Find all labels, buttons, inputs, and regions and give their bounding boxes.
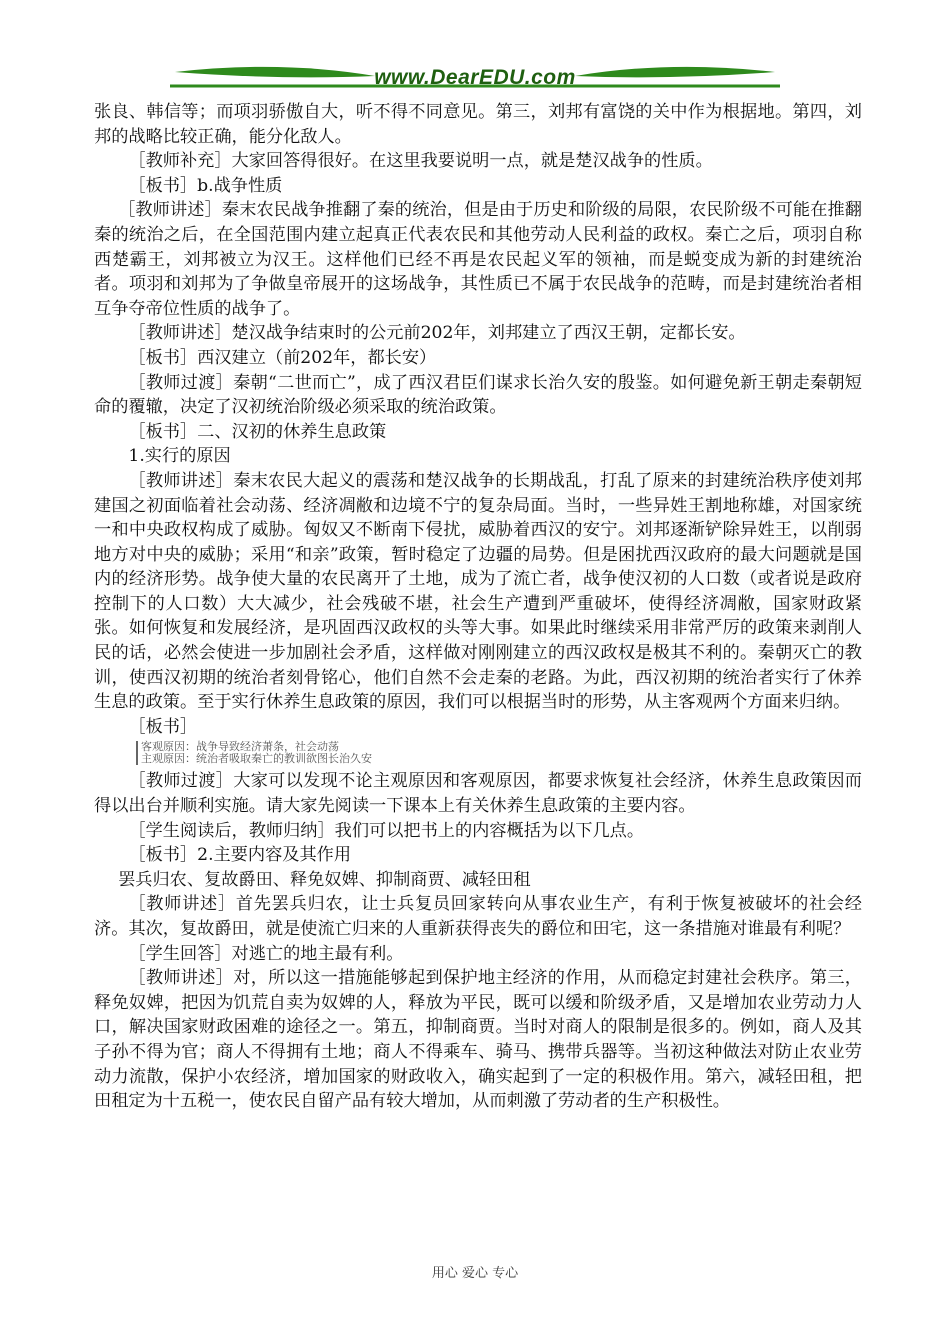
page-footer: 用心 爱心 专心 [431,1266,519,1281]
paragraph: ［教师补充］大家回答得很好。在这里我要说明一点，就是楚汉战争的性质。 [128,151,713,172]
paragraph: ［教师讲述］楚汉战争结束时的公元前202年，刘邦建立了西汉王朝，定都长安。 [128,323,746,344]
paragraph: ［教师过渡］秦朝“二世而亡”，成了西汉君臣们谋求长治久安的殷鉴。如何避免新王朝走秦朝短命的覆辙，决定了汉初统治阶级必须采取的统治政策。 [94,372,862,418]
paragraph: ［学生回答］对逃亡的地主最有利。 [128,943,404,964]
paragraph: ［板书］ [128,716,198,737]
board-summary-box [136,741,862,765]
paragraph: ［板书］二、汉初的休养生息政策 [128,421,387,442]
paragraph: ［教师过渡］大家可以发现不论主观原因和客观原因，都要求恢复社会经济，休养生息政策因而得以出台并顺利实施。请大家先阅读一下课本上有关休养生息政策的主要内容。 [94,771,862,817]
document-body [94,100,862,1114]
paragraph: ［板书］西汉建立（前202年，都长安） [128,347,437,368]
board-summary-line: 主观原因：统治者吸取秦亡的教训欲图长治久安 [141,752,372,766]
paragraph: ［学生阅读后，教师归纳］我们可以把书上的内容概括为以下几点。 [128,820,645,841]
paragraph: ［教师讲述］秦末农民大起义的震荡和楚汉战争的长期战乱，打乱了原来的封建统治秩序使刘邦建国之初面临着社会动荡、经济凋敝和边境不宁的复杂局面。当时，一些异姓王割地称雄，对国家统一和中央政权构成了威胁。匈奴又不断南下侵扰，威胁着西汉的安宁。刘邦逐渐铲除异姓王，以削弱地方对中央的威胁；采用“和亲”政策，暂时稳定了边疆的局势。但是困扰西汉政府的最大问题就是国内的经济形势。战争使大量的农民离开了土地，成为了流亡者，战争使汉初的人口数（或者说是政府控制下的人口数）大大减少，社会残破不堪，社会生产遭到严重破坏，使得经济凋敝，国家财政紧张。如何恢复和发展经济，是巩固西汉政权的头等大事。如果此时继续采用非常严厉的政策来剥削人民的话，必然会使进一步加剧社会矛盾，这样做对刚刚建立的西汉政权是极其不利的。秦朝灭亡的教训，使西汉初期的统治者刻骨铭心，他们自然不会走秦的老路。为此，西汉初期的统治者实行了休养生息的政策。至于实行休养生息政策的原因，我们可以根据当时的形势，从主客观两个方面来归纳。 [94,470,862,713]
paragraph: ［板书］b.战争性质 [128,175,283,196]
board-summary-line: 客观原因：战争导致经济萧条，社会动荡 [141,740,339,754]
paragraph: ［教师讲述］首先罢兵归农，让士兵复员回家转向从事农业生产，有利于恢复被破坏的社会经济。其次，复故爵田，就是使流亡归来的人重新获得丧失的爵位和田宅，这一条措施对谁最有利呢？ [94,894,862,939]
paragraph: ［教师讲述］秦末农民战争推翻了秦的统治，但是由于历史和阶级的局限，农民阶级不可能在推翻秦的统治之后，在全国范围内建立起真正代表农民和其他劳动人民利益的政权。秦亡之后，项羽自称西楚霸王，刘邦被立为汉王。这样他们已经不再是农民起义军的领袖，而是蜕变成为新的封建统治者。项羽和刘邦为了争做皇帝展开的这场战争，其性质已不属于农民战争的范畴，而是封建统治者相互争夺帝位性质的战争了。 [94,200,862,319]
paragraph: 罢兵归农、复故爵田、释免奴婢、抑制商贾、减轻田租 [118,869,531,890]
paragraph: ［教师讲述］对，所以这一措施能够起到保护地主经济的作用，从而稳定封建社会秩序。第三，释免奴婢，把因为饥荒自卖为奴婢的人，释放为平民，既可以缓和阶级矛盾，又是增加农业劳动力人口，解决国家财政困难的途径之一。第五，抑制商贾。当时对商人的限制是很多的。例如，商人及其子孙不得为官；商人不得拥有土地；商人不得乘车、骑马、携带兵器等。当初这种做法对防止农业劳动力流散，保护小农经济，增加国家的财政收入，确实起到了一定的积极作用。第六，减轻田租，把田租定为十五税一，使农民自留产品有较大增加，从而刺激了劳动者的生产积极性。 [94,968,862,1112]
paragraph: 张良、韩信等；而项羽骄傲自大，听不得不同意见。第三，刘邦有富饶的关中作为根据地。第四，刘邦的战略比较正确，能分化敌人。 [94,102,862,147]
site-header-logo [170,58,780,98]
paragraph: ［板书］2.主要内容及其作用 [128,845,352,866]
site-logo-text: www.DearEDU.com [374,66,576,89]
paragraph: 1.实行的原因 [128,446,231,467]
